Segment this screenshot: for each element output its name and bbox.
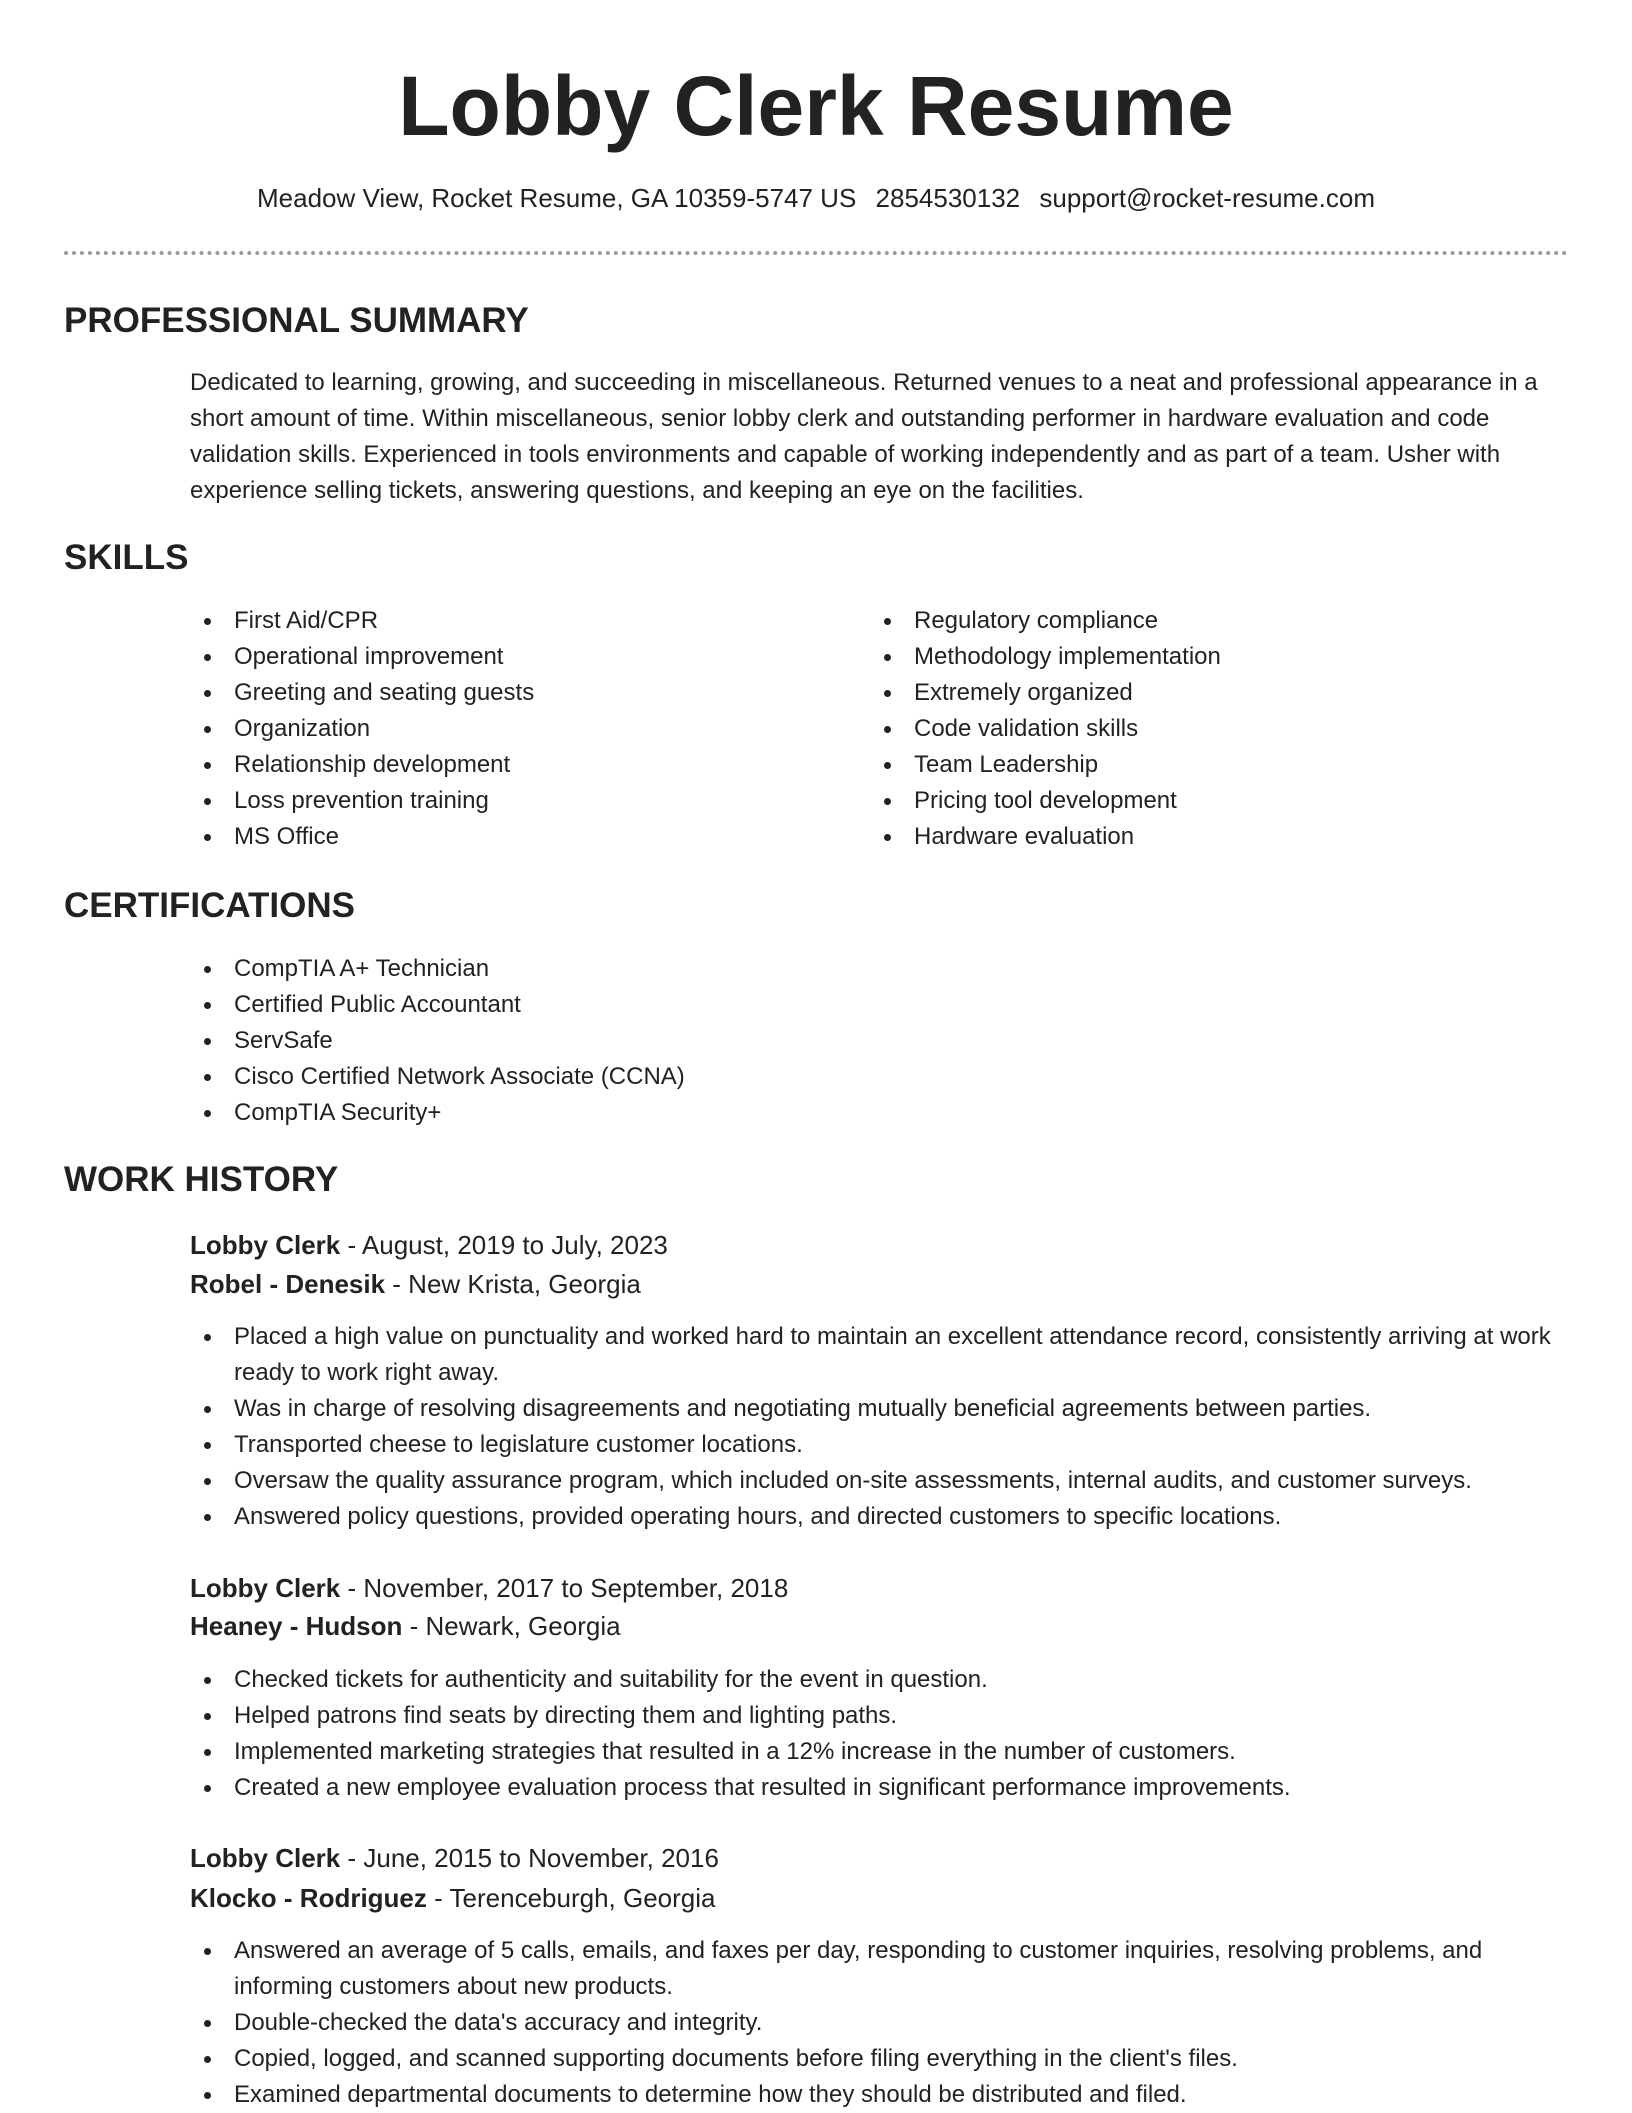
list-item: Was in charge of resolving disagreements and negotiating mutually beneficial agreements between parties. — [190, 1391, 1570, 1427]
list-item: Answered an average of 5 calls, emails, and faxes per day, responding to customer inquiries, resolving problems, and informing customers about new products. — [190, 1933, 1570, 2005]
list-item: Examined departmental documents to determine how they should be distributed and filed. — [190, 2077, 1570, 2113]
job-dates: - June, 2015 to November, 2016 — [340, 1843, 719, 1873]
summary-text: Dedicated to learning, growing, and succeeding in miscellaneous. Returned venues to a neat and professional appearance in a short amount of time. Within miscellaneous, senior lobby clerk and outstanding performer in hardware evaluation and code validation skills. Experienced in tools environments and capable of working independently and as part of a team. Usher with experience selling tickets, answering questions, and keeping an eye on the facilities. — [190, 369, 1538, 504]
list-item: Methodology implementation — [870, 639, 1570, 675]
list-item: Extremely organized — [870, 675, 1570, 711]
contact-phone: 2854530132 — [875, 183, 1021, 213]
list-item: Organization — [190, 711, 830, 747]
job-company: Robel - Denesik — [190, 1269, 386, 1299]
header-divider — [64, 251, 1568, 255]
list-item: Greeting and seating guests — [190, 675, 830, 711]
job-title-line — [190, 1569, 788, 1607]
job-company: Heaney - Hudson — [190, 1611, 403, 1641]
job-dates: - November, 2017 to September, 2018 — [340, 1573, 789, 1603]
skills-list-left — [190, 603, 830, 855]
list-item: Implemented marketing strategies that resulted in a 12% increase in the number of customers. — [190, 1734, 1570, 1770]
skills-heading: SKILLS — [64, 538, 189, 577]
job-company: Klocko - Rodriguez — [190, 1883, 427, 1913]
list-item: Checked tickets for authenticity and suitability for the event in question. — [190, 1662, 1570, 1698]
list-item: Regulatory compliance — [870, 603, 1570, 639]
job-duties-list — [190, 1319, 1570, 1535]
list-item: Answered policy questions, provided operating hours, and directed customers to specific locations. — [190, 1499, 1570, 1535]
contact-email: support@rocket-resume.com — [1039, 183, 1375, 213]
job-location: - New Krista, Georgia — [385, 1269, 641, 1299]
job-title: Lobby Clerk — [190, 1230, 341, 1260]
job-company-line — [190, 1879, 715, 1917]
list-item: Cisco Certified Network Associate (CCNA) — [190, 1059, 1570, 1095]
skills-list-right — [870, 603, 1570, 855]
list-item: Code validation skills — [870, 711, 1570, 747]
list-item: Transported cheese to legislature customer locations. — [190, 1427, 1570, 1463]
job-title-line — [190, 1226, 668, 1264]
list-item: Placed a high value on punctuality and worked hard to maintain an excellent attendance record, consistently arriving at work ready to work right away. — [190, 1319, 1570, 1391]
certifications-list — [190, 951, 1570, 1131]
list-item: Hardware evaluation — [870, 819, 1570, 855]
list-item: CompTIA Security+ — [190, 1095, 1570, 1131]
page-title: Lobby Clerk Resume — [398, 59, 1234, 153]
list-item: Team Leadership — [870, 747, 1570, 783]
list-item: Created a new employee evaluation process that resulted in significant performance improvements. — [190, 1770, 1570, 1806]
contact-address: Meadow View, Rocket Resume, GA 10359-5747 US — [257, 183, 857, 213]
job-dates: - August, 2019 to July, 2023 — [340, 1230, 668, 1260]
job-location: - Terenceburgh, Georgia — [426, 1883, 716, 1913]
list-item: First Aid/CPR — [190, 603, 830, 639]
job-duties-list — [190, 1662, 1570, 1806]
list-item: MS Office — [190, 819, 830, 855]
list-item: Certified Public Accountant — [190, 987, 1570, 1023]
job-title-line — [190, 1839, 719, 1877]
list-item: Loss prevention training — [190, 783, 830, 819]
job-title: Lobby Clerk — [190, 1843, 341, 1873]
job-company-line — [190, 1607, 621, 1645]
list-item: Helped patrons find seats by directing them and lighting paths. — [190, 1698, 1570, 1734]
job-title: Lobby Clerk — [190, 1573, 341, 1603]
list-item: Double-checked the data's accuracy and integrity. — [190, 2005, 1570, 2041]
job-duties-list — [190, 1933, 1570, 2113]
job-company-line — [190, 1265, 641, 1303]
list-item: Operational improvement — [190, 639, 830, 675]
list-item: Pricing tool development — [870, 783, 1570, 819]
list-item: Relationship development — [190, 747, 830, 783]
list-item: CompTIA A+ Technician — [190, 951, 1570, 987]
list-item: Copied, logged, and scanned supporting documents before filing everything in the client's files. — [190, 2041, 1570, 2077]
list-item: Oversaw the quality assurance program, which included on-site assessments, internal audits, and customer surveys. — [190, 1463, 1570, 1499]
list-item: ServSafe — [190, 1023, 1570, 1059]
contact-line — [0, 180, 1632, 216]
summary-heading: PROFESSIONAL SUMMARY — [64, 301, 529, 340]
work-history-heading: WORK HISTORY — [64, 1160, 339, 1199]
certifications-heading: CERTIFICATIONS — [64, 886, 356, 925]
job-location: - Newark, Georgia — [402, 1611, 621, 1641]
